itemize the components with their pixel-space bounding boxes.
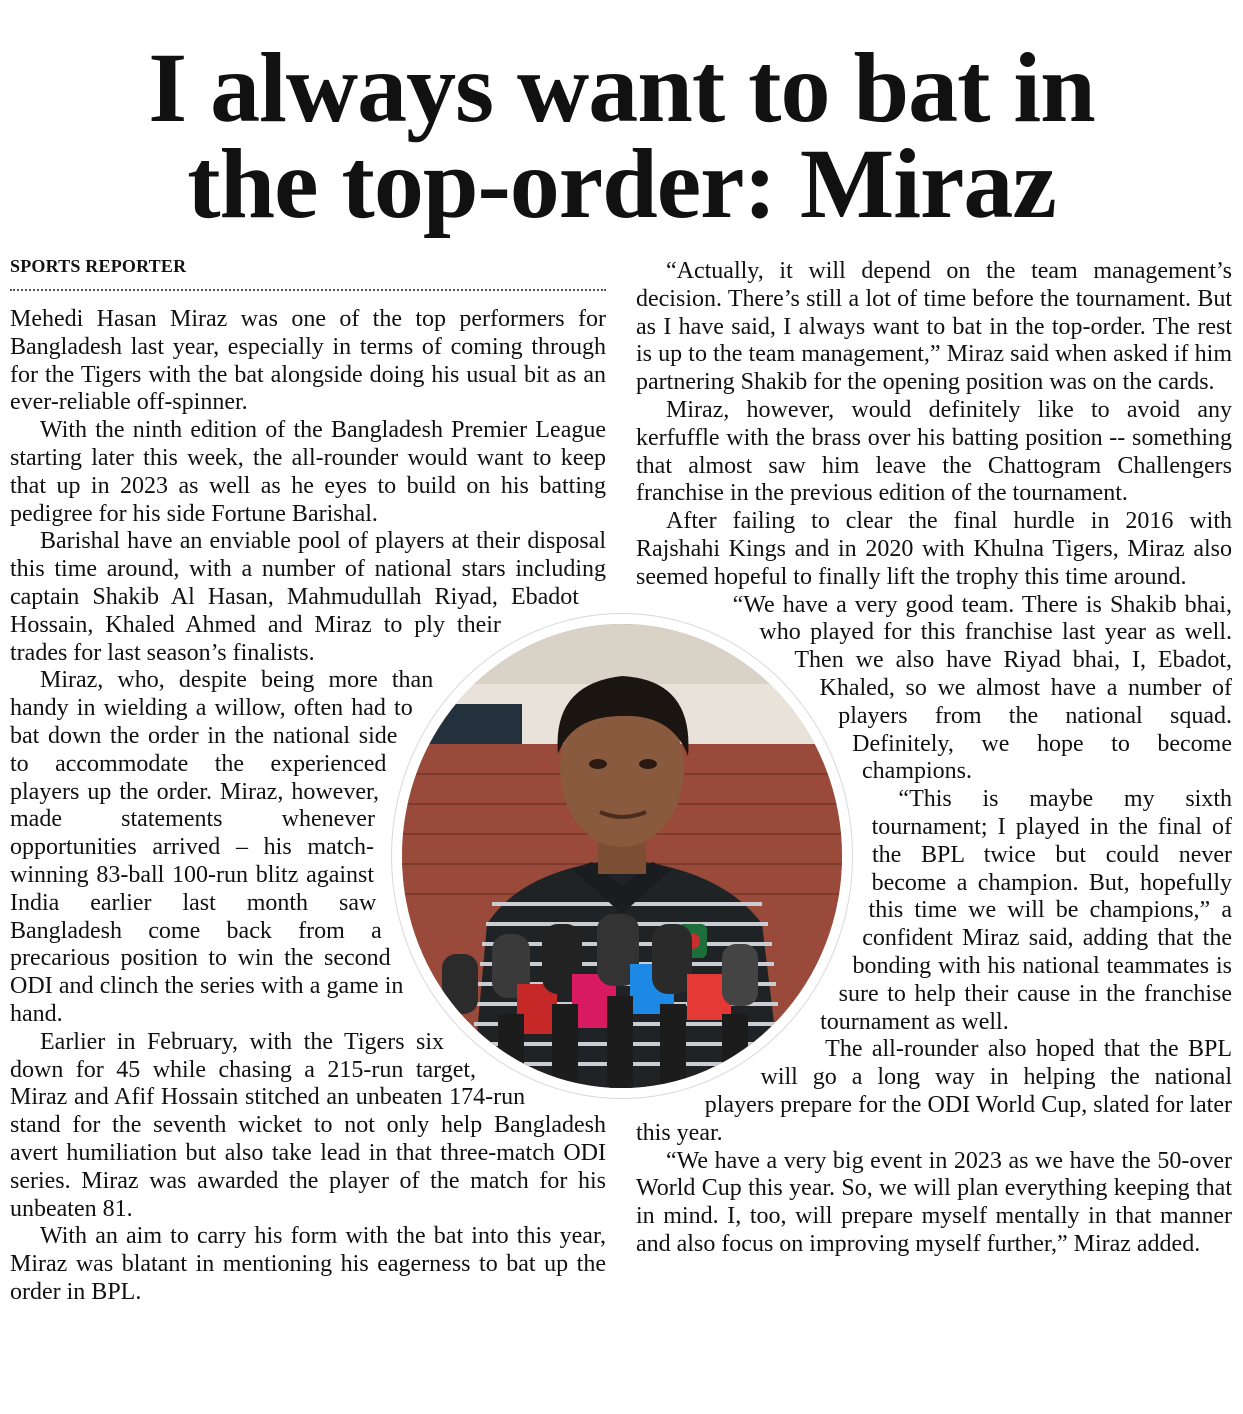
player-photo xyxy=(392,614,852,1098)
paragraph: Earlier in February, with the Tigers six down for 45 while chasing a 215-run target, Miraz and Afif Hossain stitched an unbeaten 174-run stand for the seventh wicket to not only help Bangladesh avert humiliation but also take lead in that three-match ODI series. Miraz was awarded the player of the match for his unbeaten 81. xyxy=(10,1028,606,1222)
paragraph: “We have a very big event in 2023 as we have the 50-over World Cup this year. So, we will plan everything keeping that in mind. I, too, will prepare myself mentally in that manner and also focus on improving myself further,” Miraz added. xyxy=(636,1147,1232,1257)
paragraph: Miraz, however, would definitely like to avoid any kerfuffle with the brass over his batting position -- something that almost saw him leave the Chattogram Challengers franchise in the previous edition of the tournament. xyxy=(636,396,1232,507)
headline-line-1: I always want to bat in xyxy=(148,32,1095,143)
paragraph: Mehedi Hasan Miraz was one of the top performers for Bangladesh last year, especially in terms of coming through for the Tigers with the bat alongside doing his usual bit as an ever-reliable off-spinner. xyxy=(10,306,606,416)
player-photo-illustration xyxy=(402,624,842,1088)
paragraph: “This is maybe my sixth tournament; I played in the final of the BPL twice but could never become a champion. But, hopefully this time we will be champions,” a confident Miraz said, adding that the bonding with his national teammates is sure to help their cause in the franchise tournament as well. xyxy=(820,786,1232,1035)
paragraph: “Actually, it will depend on the team management’s decision. There’s still a lot of time before the tournament. But as I have said, I always want to bat in the top-order. The rest is up to the team management,” Miraz said when asked if him partnering Shakib for the opening position was on the cards. xyxy=(636,258,1232,396)
headline-line-2: the top-order: Miraz xyxy=(187,128,1056,239)
byline: SPORTS REPORTER xyxy=(10,256,187,276)
paragraph: The all-rounder also hoped that the BPL will go a long way in helping the national players prepare for the ODI World Cup, slated for later this year. xyxy=(636,1036,1232,1146)
paragraph: Miraz, who, despite being more than handy in wielding a willow, often had to bat down the order in the national side to accommodate the experienced players up the order. Miraz, however, made statements whenever opportunities arrived – his match-winning 83-ball 100-run blitz against India earlier last month saw Bangladesh come back from a precarious position to win the second ODI and clinch the series with a game in hand. xyxy=(10,667,434,1027)
paragraph: With an aim to carry his form with the bat into this year, Miraz was blatant in mentioning his eagerness to bat up the order in BPL. xyxy=(10,1223,606,1305)
paragraph: “We have a very good team. There is Shakib bhai, who played for this franchise last year as well. Then we also have Riyad bhai, I, Ebadot, Khaled, so we almost have a number of players from the national squad. Definitely, we hope to become champions. xyxy=(732,591,1232,785)
headline xyxy=(0,32,1243,239)
paragraph: Barishal have an enviable pool of players at their disposal this time around, with a number of national stars including captain Shakib Al Hasan, Mahmudullah Riyad, Ebadot Hossain, Khaled Ahmed and Miraz to ply their trades for last season’s finalists. xyxy=(10,528,606,666)
byline-divider xyxy=(10,289,606,291)
paragraph: With the ninth edition of the Bangladesh Premier League starting later this week, the all-rounder would want to keep that up in 2023 as well as he eyes to build on his batting pedigree for his side Fortune Barishal. xyxy=(10,417,606,527)
paragraph: After failing to clear the final hurdle in 2016 with Rajshahi Kings and in 2020 with Khulna Tigers, Miraz also seemed hopeful to finally lift the trophy this time around. xyxy=(636,508,1232,590)
